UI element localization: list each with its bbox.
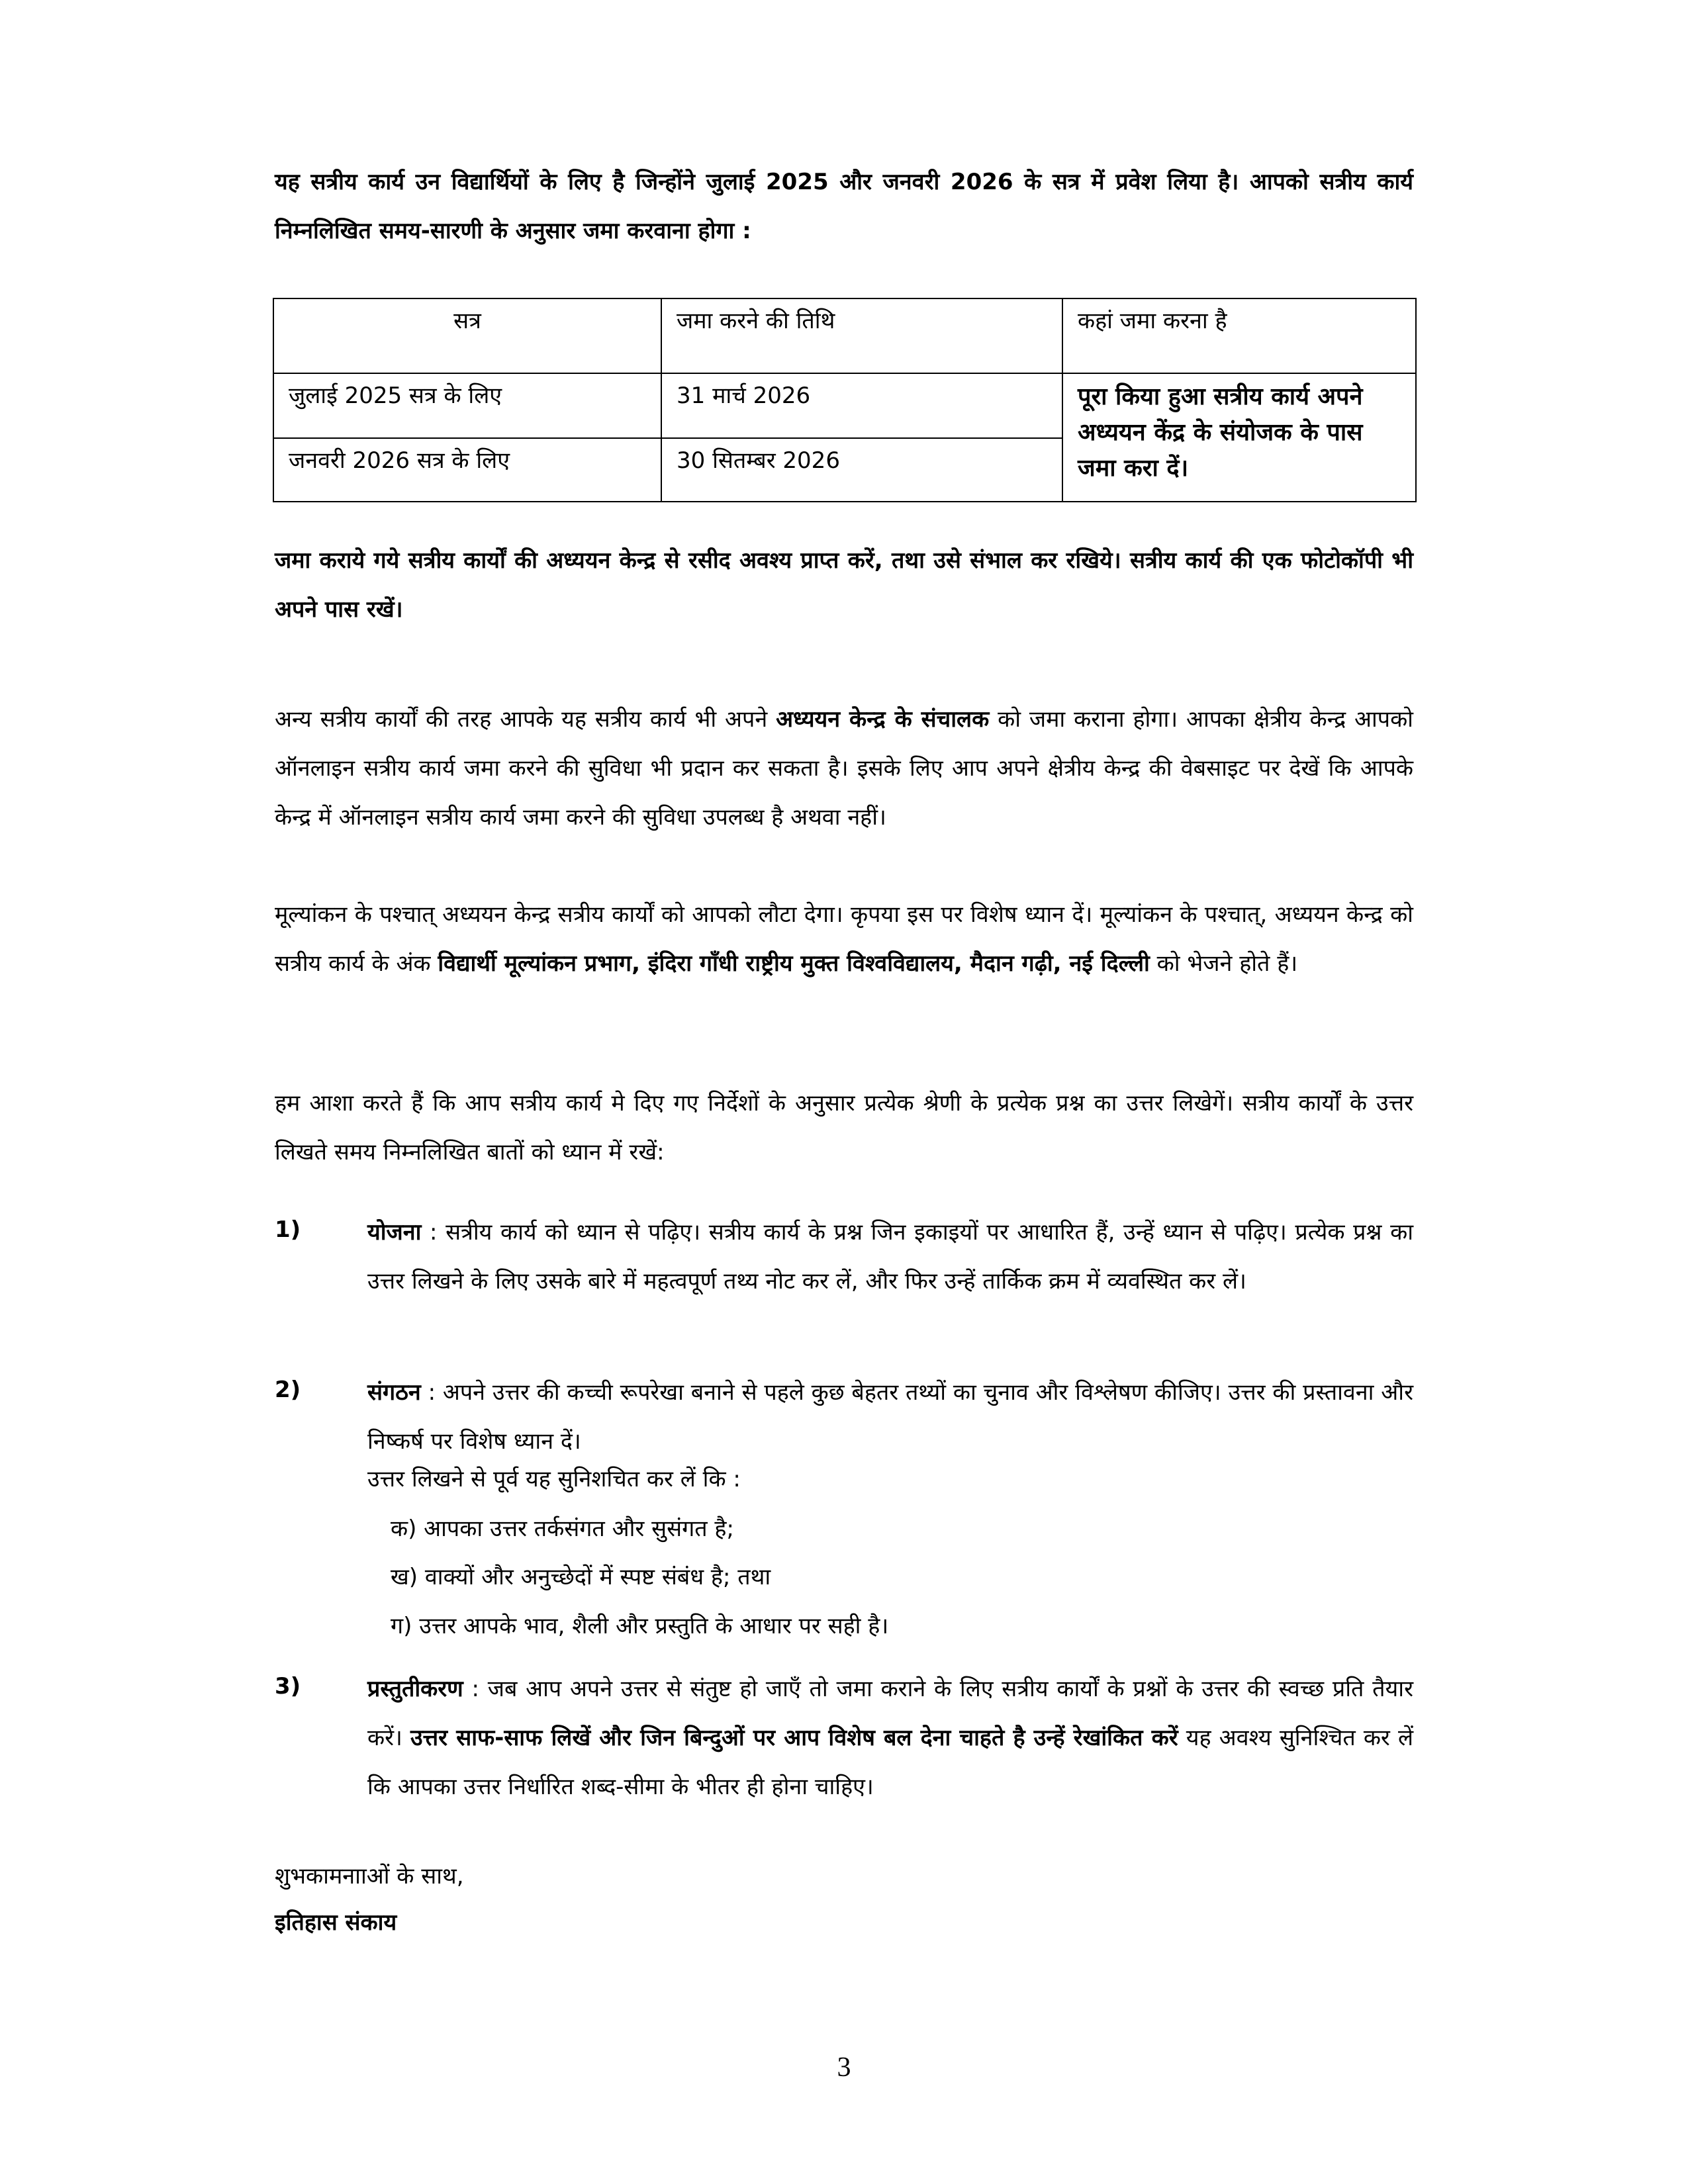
text-span: यह अवश्य सुनिश्चित कर लें कि आपका उत्तर निर्धारित शब्द-सीमा के भीतर ही होना चाहिए।	[367, 1725, 1414, 1800]
bold-span: विद्यार्थी मूल्यांकन प्रभाग, इंदिरा गाँधी राष्ट्रीय मुक्त विश्वविद्यालय, मैदान गढ़ी, नई दिल्ली	[438, 950, 1150, 977]
text-span: : सत्रीय कार्य को ध्यान से पढ़िए। सत्रीय कार्य के प्रश्न जिन इकाइयों पर आधारित हैं, उन्हें ध्यान से पढ़िए। प्रत्येक प्रश्न का उत्तर लिखने के लिए उसके बारे में महत्वपूर्ण तथ्य नोट कर लें, और फिर उन्हें तार्किक क्रम में व्यवस्थित कर लें।	[367, 1219, 1413, 1295]
text-span: अन्य सत्रीय कार्यों की तरह आपके यह सत्रीय कार्य भी अपने	[275, 706, 776, 733]
text-span: को भेजने होते हैं।	[1149, 950, 1298, 977]
list-number: 1)	[275, 1216, 301, 1243]
check-item: क) आपका उत्तर तर्कसंगत और सुसंगत है;	[391, 1516, 734, 1542]
row-session: जुलाई 2025 सत्र के लिए	[273, 373, 661, 438]
text-span: : अपने उत्तर की कच्ची रूपरेखा बनाने से पहले कुछ बेहतर तथ्यों का चुनाव और विश्लेषण कीजिए। उत्तर की प्रस्तावना और निष्कर्ष पर विशेष ध्यान दें।	[367, 1379, 1413, 1455]
check-intro: उत्तर लिखने से पूर्व यह सुनिशचित कर लें कि :	[367, 1466, 741, 1492]
faculty-signature: इतिहास संकाय	[275, 1909, 397, 1936]
row-where: पूरा किया हुआ सत्रीय कार्य अपने अध्ययन केंद्र के संयोजक के पास जमा करा दें।	[1062, 373, 1416, 502]
intro-paragraph: यह सत्रीय कार्य उन विद्यार्थियों के लिए है जिन्होंने जुलाई 2025 और जनवरी 2026 के सत्र में प्रवेश लिया है। आपको सत्रीय कार्य निम्नलिखित समय-सारणी के अनुसार जमा करवाना होगा :	[275, 169, 1413, 244]
bold-span: अध्ययन केन्द्र के संचालक	[776, 706, 990, 733]
check-item: ख) वाक्यों और अनुच्छेदों में स्पष्ट संबंध है; तथा	[391, 1564, 771, 1590]
list-title: योजना	[367, 1219, 422, 1246]
header-where: कहां जमा करना है	[1062, 298, 1416, 373]
check-item: ग) उत्तर आपके भाव, शैली और प्रस्तुति के आधार पर सही है।	[391, 1613, 889, 1639]
row-date: 30 सितम्बर 2026	[661, 438, 1062, 502]
list-item	[367, 1664, 1413, 1811]
instructions-intro: हम आशा करते हैं कि आप सत्रीय कार्य मे दिए गए निर्देशों के अनुसार प्रत्येक श्रेणी के प्रत्येक प्रश्न का उत्तर लिखेगें। सत्रीय कार्यों के उत्तर लिखते समय निम्नलिखित बातों को ध्यान में रखें:	[275, 1090, 1413, 1165]
closing-greeting: शुभकामनााओं के साथ,	[275, 1863, 464, 1889]
text-span: को जमा कराना होगा। आपका क्षेत्रीय केन्द्र आपको ऑनलाइन सत्रीय कार्य जमा करने की सुविधा भी प्रदान कर सकता है। इसके लिए आप अपने क्षेत्रीय केन्द्र की वेबसाइट पर देखें कि आपके केन्द्र में ऑनलाइन सत्रीय कार्य जमा करने की सुविधा उपलब्ध है अथवा नहीं।	[275, 706, 1413, 831]
text-span: मूल्यांकन के पश्चात् अध्ययन केन्द्र सत्रीय कार्यों को आपको लौटा देगा। कृपया इस पर विशेष ध्यान दें। मूल्यांकन के पश्चात्, अध्ययन केन्द्र को सत्रीय कार्य के अंक	[275, 901, 1413, 977]
receipt-note: जमा कराये गये सत्रीय कार्यों की अध्ययन केन्द्र से रसीद अवश्य प्राप्त करें, तथा उसे संभाल कर रखिये। सत्रीय कार्य की एक फोटोकॉपी भी अपने पास रखें।	[275, 547, 1413, 623]
list-number: 3)	[275, 1673, 301, 1700]
bold-span: उत्तर साफ-साफ लिखें और जिन बिन्दुओं पर आप विशेष बल देना चाहते है उन्हें रेखांकित करें	[410, 1725, 1178, 1751]
table-row	[273, 373, 1416, 438]
list-item	[367, 1208, 1413, 1306]
evaluation-paragraph	[275, 890, 1413, 988]
list-title: संगठन	[367, 1379, 421, 1406]
row-session: जनवरी 2026 सत्र के लिए	[273, 438, 661, 502]
text-span: : जब आप अपने उत्तर से संतुष्ट हो जाएँ तो जमा कराने के लिए सत्रीय कार्यों के प्रश्नों के उत्तर की स्वच्छ प्रति तैयार करें।	[367, 1676, 1413, 1751]
submission-paragraph	[275, 695, 1413, 842]
row-date: 31 मार्च 2026	[661, 373, 1062, 438]
submission-schedule-table	[273, 298, 1417, 502]
table-header-row	[273, 298, 1416, 373]
header-date: जमा करने की तिथि	[661, 298, 1062, 373]
page-number: 3	[837, 2052, 851, 2083]
header-session: सत्र	[273, 298, 661, 373]
list-item	[367, 1368, 1413, 1466]
list-title: प्रस्तुतीकरण	[367, 1676, 463, 1702]
list-number: 2)	[275, 1377, 301, 1403]
